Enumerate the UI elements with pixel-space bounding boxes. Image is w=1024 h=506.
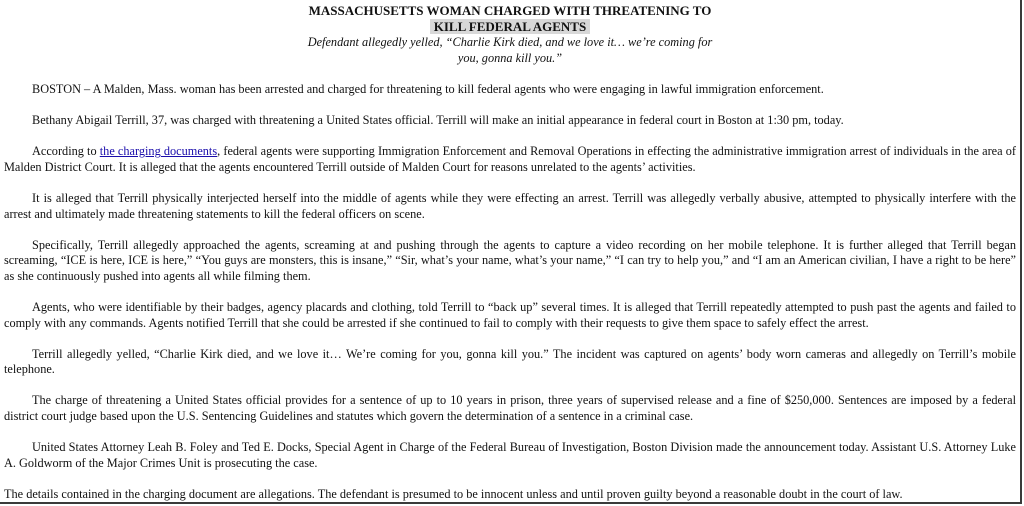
paragraph-charging-documents [4, 144, 1016, 175]
headline [4, 3, 1016, 35]
paragraph-charge: Bethany Abigail Terrill, 37, was charged with threatening a United States official. Terrill will make an initial appearance in federal court in Boston at 1:30 pm, today. [32, 113, 844, 128]
paragraph-text: , federal agents were supporting Immigration Enforcement and Removal Operations in effecting the administrative immigration arrest of individuals in the area of Malden District Court. It is alleged that the agents encountered Terrill outside of Malden Court for reasons unrelated to the agents’ activities. [4, 144, 1016, 174]
subheadline-line-1: Defendant allegedly yelled, “Charlie Kirk died, and we love it… we’re coming for [307, 35, 713, 49]
paragraph-announcement: United States Attorney Leah B. Foley and Ted E. Docks, Special Agent in Charge of the Federal Bureau of Investigation, Boston Division made the announcement today. Assistant U.S. Attorney Luke A. Goldworm of the Major Crimes Unit is prosecuting the case. [4, 440, 1016, 470]
paragraph-interference: It is alleged that Terrill physically interjected herself into the middle of agents while they were effecting an arrest. Terrill was allegedly verbally abusive, attempted to physically interfere with the arrest and ultimately made threatening statements to kill the federal officers on scene. [4, 191, 1016, 221]
paragraph-threat-quote: Terrill allegedly yelled, “Charlie Kirk died, and we love it… We’re coming for you, gonna kill you.” The incident was captured on agents’ body worn cameras and allegedly on Terrill’s mobile telephone. [4, 346, 1016, 377]
charging-documents-link[interactable]: the charging documents [99, 144, 218, 159]
paragraph-disclaimer: The details contained in the charging document are allegations. The defendant is presumed to be innocent unless and until proven guilty beyond a reasonable doubt in the court of law. [4, 486, 903, 501]
press-release [4, 3, 1016, 502]
paragraph-dateline: BOSTON – A Malden, Mass. woman has been arrested and charged for threatening to kill federal agents who were engaging in lawful immigration enforcement. [32, 82, 824, 97]
subheadline-line-2: you, gonna kill you.” [457, 50, 563, 65]
paragraph-sentencing: The charge of threatening a United States official provides for a sentence of up to 10 years in prison, three years of supervised release and a fine of $250,000. Sentences are imposed by a federal district court judge based upon the U.S. Sentencing Guidelines and statutes which govern the determination of a sentence in a criminal case. [4, 393, 1016, 423]
paragraph-commands: Agents, who were identifiable by their badges, agency placards and clothing, told Terrill to “back up” several times. It is alleged that Terrill repeatedly attempted to push past the agents and failed to comply with any commands. Agents notified Terrill that she could be arrested if she continued to fail to comply with their requests to give them space to safely effect the arrest. [4, 300, 1016, 330]
headline-line-2: KILL FEDERAL AGENTS [430, 19, 590, 34]
headline-line-1: MASSACHUSETTS WOMAN CHARGED WITH THREATENING TO [308, 3, 712, 18]
paragraph-specifics: Specifically, Terrill allegedly approached the agents, screaming at and pushing through the agents to capture a video recording on her mobile telephone. It is further alleged that Terrill began screaming, “ICE is here, ICE is here,” “You guys are monsters, this is insane,” “Sir, what’s your name, what’s your name,” “I can try to help you,” and “I am an American civilian, I have a right to be here” as she continuously pushed into agents all while filming them. [4, 237, 1016, 283]
paragraph-text: According to [32, 144, 100, 159]
subheadline [4, 35, 1016, 66]
